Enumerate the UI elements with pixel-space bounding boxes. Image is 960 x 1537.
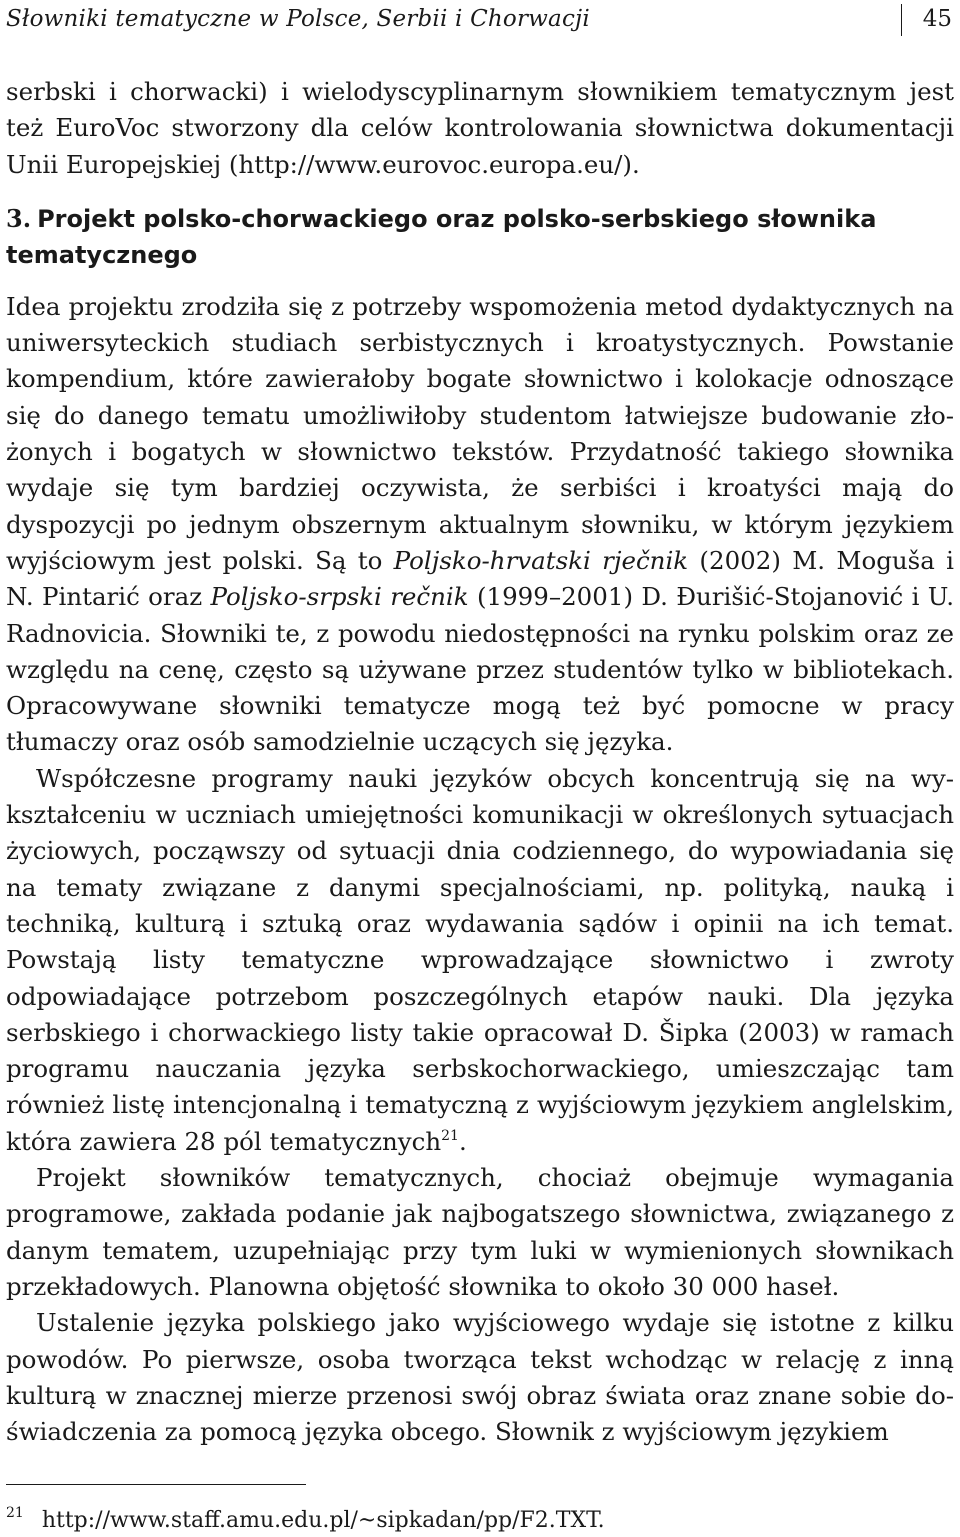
page-number: 45 xyxy=(922,6,952,32)
book-title-poljsko-srpski: Poljsko-srpski rečnik xyxy=(210,582,469,612)
paragraph-3-text: Projekt słowników tematycznych, chociaż obejmuje wymagania programowe, zakłada podanie jak najbogatszego słownictwa, związanego z danym tematem, uzupełniając przy tym luki w wymienionych słownikach przekładowych. Planowna objętość słownika to około 30 000 haseł. xyxy=(6,1163,954,1301)
paragraph-3 xyxy=(6,1160,954,1305)
intro-text: serbski i chorwacki) i wielodyscyplinarnym słownikiem tematycznym jest też EuroVoc stworzony dla celów kontrolowania słownictwa dokumentacji Unii Europejskiej (http://www.eurovoc.europa.eu/). xyxy=(6,77,954,179)
paragraph-2 xyxy=(6,761,954,1160)
book-title-poljsko-hrvatski: Poljsko-hrvatski rječnik xyxy=(393,545,689,575)
footnote-reference[interactable]: 21 xyxy=(441,1127,459,1144)
footnote-number: 21 xyxy=(6,1505,24,1521)
section-title: Projekt polsko-chorwackiego oraz polsko-serbskiego słownika tematycznego xyxy=(6,204,877,269)
running-head xyxy=(6,2,954,36)
running-head-title: Słowniki tematyczne w Polsce, Serbii i Chorwacji xyxy=(6,6,590,32)
paragraph-4 xyxy=(6,1305,954,1450)
intro-paragraph xyxy=(6,74,954,183)
footnote-link[interactable]: http://www.staff.amu.edu.pl/~sipkadan/pp/F2.TXT. xyxy=(41,1508,605,1533)
section-heading xyxy=(6,201,954,273)
paragraph-1-text-a: Idea projektu zrodziła się z potrzeby wspomożenia metod dydaktycznych na uniwersyteckich studiach serbistycznych i kroatystycznych. Powstanie kompendium, które zawierałoby bogate słownictwo i kolokacje odnoszące się do danego tematu umożliwiłoby studentom łatwiejsze budowanie złożonych i bogatych w słownictwo tekstów. Przydatność takiego słownika wydaje się tym bardziej oczywista, że serbiści i kroatyści mają do dyspozycji po jednym obszernym aktualnym słowniku, w którym językiem wyjściowym jest polski. Są to xyxy=(6,291,954,575)
body-text xyxy=(6,74,954,1450)
footnote-divider xyxy=(6,1484,306,1485)
paragraph-1-text-c: (1999–2001) D. Đurišić-Stojanović i U. Radnovicia. Słowniki te, z powodu niedostępności na rynku polskim oraz ze względu na cenę, często są używane przez studentów tylko w bibliotekach. Opracowywane słowniki tematycze mogą też być pomocne w pracy tłumaczy oraz osób samodzielnie uczących się języka. xyxy=(6,582,954,757)
paragraph-1 xyxy=(6,289,954,761)
paragraph-1-text-b: (2002) M. Moguša i N. Pintarić oraz xyxy=(6,545,954,612)
paragraph-2-text: Współczesne programy nauki języków obcych koncentrują się na wykształceniu w uczniach umiejętności komunikacji w określonych sytuacjach życiowych, począwszy od sytuacji dnia codziennego, do wypowiadania się na tematy związane z danymi specjalnościami, np. polityką, nauką i techniką, kulturą i sztuką oraz wydawania sądów i opinii na ich temat. Powstają listy tematyczne wprowadzające słownictwo i zwroty odpowiadające potrzebom poszczególnych etapów nauki. Dla języka serbskiego i chorwackiego listy takie opracował D. Šipka (2003) w ramach programu nauczania języka serbskochorwackiego, umieszczając tam również listę intencjonalną i tematyczną z wyjściowym językiem anglelskim, która zawiera 28 pól tematycznych xyxy=(6,763,954,1156)
paragraph-4-text: Ustalenie języka polskiego jako wyjściowego wydaje się istotne z kilku powodów. Po pierwsze, osoba tworząca tekst wchodząc w relację z inną kulturą w znacznej mierze przenosi swój obraz świata oraz znane sobie doświadczenia za pomocą języka obcego. Słownik z wyjściowym językiem xyxy=(6,1308,954,1447)
paragraph-2-end: . xyxy=(458,1126,467,1156)
running-head-divider xyxy=(901,4,902,36)
footnote xyxy=(6,1498,605,1536)
section-number: 3. xyxy=(6,203,32,233)
